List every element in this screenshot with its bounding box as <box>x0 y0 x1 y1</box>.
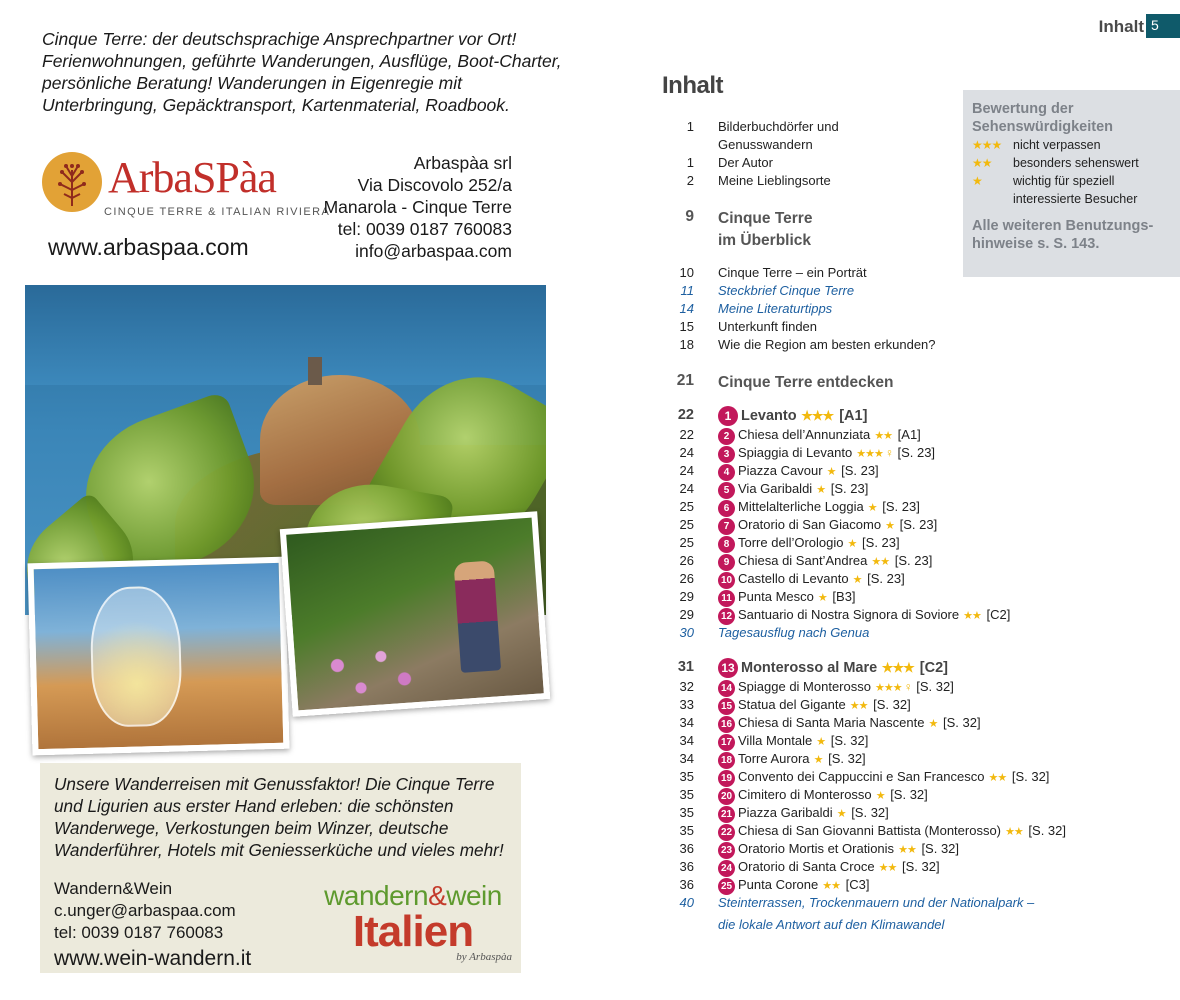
sight-number-badge: 11 <box>718 590 735 607</box>
toc-entry-title: Cinque Terre – ein Porträt <box>718 265 867 280</box>
toc-entry-title: Spiagge di Monterosso <box>738 679 871 694</box>
legend-row: interessierte Besucher <box>1013 192 1138 206</box>
map-reference: [S. 23] <box>896 517 938 532</box>
address-line: Via Discovolo 252/a <box>357 175 512 195</box>
sight-number-badge: 5 <box>718 482 735 499</box>
star-icon: ★ <box>815 592 827 604</box>
toc-page-number: 35 <box>679 787 694 802</box>
toc-page-number: 36 <box>679 859 694 874</box>
sight-number-badge: 4 <box>718 464 735 481</box>
map-reference: [C3] <box>842 877 870 892</box>
legend-title: Bewertung der Sehenswürdigkeiten <box>972 101 1114 135</box>
toc-entry-title: Unterkunft finden <box>718 319 818 334</box>
beach-person-icon: ♀ <box>884 446 894 460</box>
beach-person-icon: ♀ <box>903 680 913 694</box>
sight-number-badge: 22 <box>718 824 735 841</box>
star-icon: ★ <box>926 718 938 730</box>
wine-glass-photo <box>28 557 290 756</box>
folio-label: Inhalt <box>1098 17 1144 36</box>
ad-website-url[interactable]: www.wein-wandern.it <box>54 947 252 970</box>
toc-page-number: 34 <box>679 733 694 748</box>
star-icon: ★★★ <box>798 408 834 423</box>
legend-row: ★★★ nicht verpassen <box>972 138 1101 152</box>
toc-entry-title: Oratorio di Santa Croce <box>738 859 875 874</box>
toc-page-number: 22 <box>679 427 694 442</box>
toc-page-number: 21 <box>676 372 694 389</box>
map-reference: [A1] <box>835 408 868 424</box>
toc-entry-title: Cinque Terre <box>718 210 813 227</box>
map-reference: [B3] <box>828 589 856 604</box>
toc-page-number: 15 <box>679 319 694 334</box>
map-reference: [S. 23] <box>837 463 879 478</box>
toc-entry-title: Piazza Cavour <box>738 463 823 478</box>
toc-page-number: 32 <box>679 679 694 694</box>
legend-footnote: Alle weiteren Benutzungshinweise s. S. 143. <box>972 218 1154 252</box>
toc-entry-title: Villa Montale <box>738 733 813 748</box>
toc-page-number: 36 <box>679 841 694 856</box>
toc-entry-title: Oratorio Mortis et Orationis <box>738 841 895 856</box>
map-reference: [S. 32] <box>869 697 911 712</box>
toc-entry-title: die lokale Antwort auf den Klimawandel <box>718 917 945 932</box>
star-icon: ★★ <box>986 772 1007 784</box>
map-reference: [S. 32] <box>912 679 954 694</box>
logo-wordmark: ArbaSPàa <box>108 153 276 202</box>
toc-entry-title: Tagesausflug nach Genua <box>718 625 870 640</box>
toc-page-number: 1 <box>686 119 694 134</box>
star-icon: ★ <box>811 754 823 766</box>
toc-entry-title: Mittelalterliche Loggia <box>738 499 864 514</box>
toc-entry-title: Steinterrassen, Trockenmauern und der Nationalpark – <box>718 895 1035 910</box>
map-reference: [S. 23] <box>891 553 933 568</box>
toc-entry-title: Bilderbuchdörfer und <box>718 119 839 134</box>
map-reference: [S. 32] <box>917 841 960 856</box>
sight-number-badge: 20 <box>718 788 735 805</box>
toc-page-number: 31 <box>677 659 694 675</box>
map-reference: [S. 23] <box>827 481 869 496</box>
sight-number-badge: 18 <box>718 752 735 769</box>
toc-entry-title: Chiesa dell’Annunziata <box>738 427 871 442</box>
toc-page-number: 24 <box>679 481 694 496</box>
wandern-wein-logo: wandern&wein Italien by Arbaspàa <box>308 881 518 963</box>
sight-number-badge: 24 <box>718 860 735 877</box>
ad-contact-name: Wandern&Wein <box>54 879 173 898</box>
toc-page-number: 34 <box>679 715 694 730</box>
toc-page-number: 1 <box>686 155 694 170</box>
page-number: 5 <box>1146 14 1180 38</box>
toc-entry-title: Meine Literaturtipps <box>718 301 833 316</box>
star-icon: ★★ <box>961 610 981 622</box>
sight-number-badge: 8 <box>718 536 735 553</box>
star-icon: ★★★ <box>972 138 1002 152</box>
sight-number-badge: 9 <box>718 554 735 571</box>
star-icon: ★★ <box>847 700 868 712</box>
map-reference: [C2] <box>915 660 948 676</box>
toc-page-number: 25 <box>679 517 694 532</box>
star-icon: ★ <box>972 174 982 188</box>
toc-entry-title: Punta Mesco <box>738 589 814 604</box>
sight-number-badge: 14 <box>718 680 735 697</box>
toc-entry-title: Via Garibaldi <box>738 481 813 496</box>
toc-entry-title: Oratorio di San Giacomo <box>738 517 882 532</box>
map-reference: [S. 23] <box>863 571 905 586</box>
star-icon: ★★ <box>896 844 916 856</box>
toc-entry-title: im Überblick <box>718 232 812 249</box>
toc-page-number: 22 <box>677 407 694 423</box>
sight-number-badge: 21 <box>718 806 735 823</box>
map-reference: [S. 23] <box>878 499 920 514</box>
toc-entry-title: Torre Aurora <box>738 751 810 766</box>
toc-page-number: 2 <box>686 173 694 188</box>
right-page <box>590 0 1180 1000</box>
toc-page-number: 26 <box>679 553 694 568</box>
star-icon: ★ <box>814 484 826 496</box>
arbaspaa-logo <box>42 150 331 230</box>
toc-entry-title: Spiaggia di Levanto <box>738 445 853 460</box>
star-icon: ★★ <box>872 430 893 442</box>
map-reference: [C2] <box>982 607 1011 622</box>
map-reference: [S. 32] <box>886 787 928 802</box>
phone-line: tel: 0039 0187 760083 <box>337 219 512 239</box>
star-icon: ★★ <box>972 156 992 170</box>
logo-italien: Italien <box>352 907 474 956</box>
sight-number-badge: 2 <box>718 428 735 445</box>
page-title: Inhalt <box>662 72 723 99</box>
star-icon: ★★ <box>1003 826 1023 838</box>
address-block <box>324 152 512 262</box>
toc-page-number: 36 <box>679 877 694 892</box>
toc-entry-title: Santuario di Nostra Signora di Soviore <box>738 607 960 622</box>
toc-entry-title: Cinque Terre entdecken <box>718 374 894 391</box>
toc-entry-title: Piazza Garibaldi <box>738 805 833 820</box>
star-icon: ★ <box>834 808 846 820</box>
toc-entry-title: Torre dell’Orologio <box>738 535 844 550</box>
toc-page-number: 29 <box>679 589 694 604</box>
website-url[interactable]: www.arbaspaa.com <box>48 234 249 260</box>
map-reference: [S. 32] <box>1008 769 1050 784</box>
map-reference: [S. 32] <box>827 733 869 748</box>
toc-page-number: 25 <box>679 499 694 514</box>
rating-legend <box>963 90 1180 277</box>
intro-text: Cinque Terre: der deutschsprachige Ansprechpartner vor Ort! Ferienwohnungen, geführte Wanderungen, Ausflüge, Boot-Charter, persönliche Beratung! Wanderungen in Eigenregie mit Unterbringung, Gepäcktransport, Kartenmaterial, Roadbook. <box>42 29 562 115</box>
ad-text: Unsere Wanderreisen mit Genussfaktor! Die Cinque Terre und Ligurien aus erster Hand erleben: die schönsten Wanderwege, Verkostungen beim Winzer, deutsche Wanderführer, Hotels mit Geniesserküche und vieles mehr! <box>54 774 504 860</box>
sight-number-badge: 19 <box>718 770 735 787</box>
legend-row: ★★ besonders sehenswert <box>972 156 1139 170</box>
sight-number-badge: 7 <box>718 518 735 535</box>
address-line: Manarola - Cinque Terre <box>323 197 512 217</box>
star-icon: ★★★ <box>872 682 902 694</box>
map-reference: [S. 32] <box>1024 823 1066 838</box>
toc-page-number: 35 <box>679 823 694 838</box>
toc-entry-title: Convento dei Cappuccini e San Francesco <box>738 769 985 784</box>
toc-entry-title: Der Autor <box>718 155 773 170</box>
toc-page-number: 34 <box>679 751 694 766</box>
toc-page-number: 10 <box>679 265 694 280</box>
toc-entry-title: Steckbrief Cinque Terre <box>718 283 855 298</box>
tree-logo-icon <box>42 152 102 212</box>
toc-entry-title: Meine Lieblingsorte <box>718 173 831 188</box>
toc-entry-title: Cimitero di Monterosso <box>738 787 872 802</box>
toc-page-number: 9 <box>685 208 694 225</box>
toc-page-number: 35 <box>679 769 694 784</box>
map-reference: [S. 23] <box>858 535 900 550</box>
toc-entry-title: Levanto <box>741 408 797 424</box>
toc-page-number: 30 <box>679 625 694 640</box>
map-reference: [A1] <box>894 427 921 442</box>
star-icon: ★ <box>883 520 894 532</box>
toc-page-number: 25 <box>679 535 694 550</box>
star-icon: ★ <box>873 790 885 802</box>
star-icon: ★ <box>845 538 857 550</box>
toc-page-number: 35 <box>679 805 694 820</box>
ad-contact-email[interactable]: c.unger@arbaspaa.com <box>54 901 236 920</box>
toc-page-number: 24 <box>679 445 694 460</box>
sight-number-badge: 10 <box>718 572 735 589</box>
star-icon: ★★ <box>876 862 897 874</box>
map-reference: [S. 32] <box>898 859 940 874</box>
sight-number-badge: 17 <box>718 734 735 751</box>
toc-entry-title: Statua del Gigante <box>738 697 846 712</box>
toc-entry-title: Genusswandern <box>718 137 813 152</box>
email-link[interactable]: info@arbaspaa.com <box>355 241 512 261</box>
map-reference: [S. 32] <box>824 751 866 766</box>
toc-page-number: 40 <box>679 895 694 910</box>
star-icon: ★★★ <box>854 448 883 460</box>
star-icon: ★★ <box>820 880 841 892</box>
toc-page-number: 33 <box>679 697 694 712</box>
sight-number-badge: 13 <box>718 658 738 678</box>
toc-page-number: 14 <box>679 301 694 316</box>
sight-number-badge: 25 <box>718 878 735 895</box>
toc-entry-title: Punta Corone <box>738 877 819 892</box>
toc-page-number: 11 <box>680 283 694 298</box>
map-reference: [S. 32] <box>939 715 981 730</box>
star-icon: ★ <box>865 502 877 514</box>
star-icon: ★ <box>824 466 836 478</box>
toc-entry-title: Wie die Region am besten erkunden? <box>718 337 936 352</box>
logo-by-line: by Arbaspàa <box>456 951 512 963</box>
toc-page-number: 18 <box>679 337 694 352</box>
toc-page-number: 24 <box>679 463 694 478</box>
legend-row: ★ wichtig für speziell <box>972 174 1115 188</box>
star-icon: ★ <box>814 736 826 748</box>
toc-entry-title: Castello di Levanto <box>738 571 849 586</box>
logo-subtitle: CINQUE TERRE & ITALIAN RIVIERA <box>104 206 331 218</box>
star-icon: ★★★ <box>879 660 914 675</box>
sight-number-badge: 1 <box>718 406 738 426</box>
toc-page-number: 29 <box>679 607 694 622</box>
address-line: Arbaspàa srl <box>413 153 512 173</box>
sight-number-badge: 16 <box>718 716 735 733</box>
toc-entry-title: Chiesa di Santa Maria Nascente <box>738 715 925 730</box>
ad-contact-phone: tel: 0039 0187 760083 <box>54 923 224 942</box>
map-reference: [S. 32] <box>847 805 889 820</box>
star-icon: ★★ <box>869 556 890 568</box>
sight-number-badge: 6 <box>718 500 735 517</box>
sight-number-badge: 3 <box>718 446 735 463</box>
sight-number-badge: 23 <box>718 842 735 859</box>
sight-number-badge: 12 <box>718 608 735 625</box>
toc-entry-title: Chiesa di Sant’Andrea <box>738 553 868 568</box>
toc-page-number: 26 <box>679 571 694 586</box>
wandern-wein-ad <box>40 763 521 973</box>
hiker-photo <box>280 511 550 717</box>
toc-entry-title: Chiesa di San Giovanni Battista (Monterosso) <box>738 823 1002 838</box>
toc-entry-title: Monterosso al Mare <box>741 660 878 676</box>
ad-contact <box>54 878 236 944</box>
sight-number-badge: 15 <box>718 698 735 715</box>
star-icon: ★ <box>850 574 862 586</box>
map-reference: [S. 23] <box>893 445 936 460</box>
